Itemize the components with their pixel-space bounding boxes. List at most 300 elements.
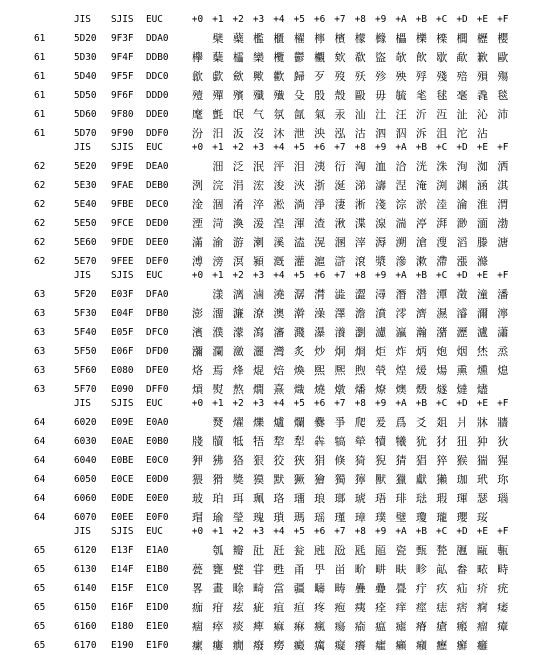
kanji-cell: 潦 [253, 307, 265, 320]
kanji-cell: 癬 [456, 639, 468, 652]
kanji-cell: 洸 [415, 160, 427, 173]
row-euc-code: DEC0 [146, 199, 169, 210]
kanji-cell: 滿 [192, 236, 203, 249]
row-jis-code: 5E70 [74, 256, 97, 267]
row-section: 61 [34, 52, 46, 63]
kanji-cell: 濤 [375, 179, 387, 192]
kanji-cell: 炙 [293, 345, 305, 358]
row-sjis-code: 9F90 [111, 128, 134, 139]
kanji-cell: 殼 [334, 89, 346, 102]
kanji-cell: 泛 [232, 160, 244, 173]
kanji-cell: 浣 [212, 179, 224, 192]
kanji-cell: 煌 [395, 364, 407, 377]
code-block [0, 394, 555, 527]
kanji-cell: 沺 [212, 160, 224, 173]
kanji-cell: 畊 [375, 563, 387, 576]
kanji-cell: 煖 [415, 364, 427, 377]
kanji-cell: 默 [273, 473, 285, 486]
kanji-cell: 欹 [395, 51, 407, 64]
kanji-cell: 瘡 [436, 620, 448, 633]
kanji-cell: 狆 [476, 435, 488, 448]
kanji-cell: 癡 [334, 639, 346, 652]
kanji-cell: 淌 [293, 198, 305, 211]
row-section: 63 [34, 365, 46, 376]
kanji-cell: 煥 [293, 364, 305, 377]
table-row [0, 157, 555, 176]
kanji-cell: 燉 [334, 383, 346, 396]
kanji-cell: 渺 [456, 217, 468, 230]
table-row [0, 214, 555, 233]
row-section: 63 [34, 289, 46, 300]
kanji-cell: 灣 [273, 345, 285, 358]
header-col-offset: +4 [273, 270, 285, 281]
header-col-offset: +B [415, 14, 427, 25]
row-sjis-code: E05F [111, 327, 134, 338]
kanji-cell: 甼 [314, 563, 326, 576]
row-jis-code: 5F20 [74, 289, 97, 300]
kanji-cell: 濂 [232, 307, 244, 320]
header-col-offset: +B [415, 398, 427, 409]
kanji-cell: 瓷 [395, 544, 407, 557]
kanji-cell: 猾 [212, 473, 224, 486]
row-section: 62 [34, 218, 46, 229]
header-col-offset: +E [476, 526, 489, 537]
row-euc-code: DDD0 [146, 90, 169, 101]
kanji-cell: 瀉 [253, 326, 265, 339]
kanji-cell: 猩 [497, 454, 509, 467]
kanji-cell: 殘 [436, 70, 448, 83]
kanji-cell: 歇 [436, 51, 448, 64]
kanji-cell: 洙 [436, 160, 448, 173]
kanji-cell: 浹 [293, 179, 305, 192]
kanji-cell: 殍 [415, 70, 427, 83]
kanji-cell: 氤 [293, 108, 305, 121]
kanji-cell: 泗 [375, 127, 387, 140]
table-row [0, 617, 555, 636]
table-row [0, 579, 555, 598]
kanji-cell: 浤 [253, 179, 265, 192]
row-jis-code: 5E50 [74, 218, 97, 229]
header-col-offset: +8 [354, 526, 366, 537]
header-col-offset: +B [415, 526, 427, 537]
row-euc-code: DEE0 [146, 237, 169, 248]
header-col-offset: +C [436, 14, 448, 25]
header-row [0, 522, 555, 541]
kanji-cell: 痼 [192, 620, 203, 633]
kanji-cell: 畸 [253, 582, 265, 595]
header-col-offset: +A [395, 398, 407, 409]
kanji-cell: 爿 [456, 416, 468, 429]
kanji-cell: 炸 [395, 345, 407, 358]
kanji-cell: 灌 [293, 255, 305, 268]
kanji-cell: 爼 [436, 416, 448, 429]
kanji-cell: 畍 [354, 563, 366, 576]
kanji-cell: 檗 [212, 32, 224, 45]
kanji-cell: 毬 [436, 89, 448, 102]
row-section: 64 [34, 417, 46, 428]
kanji-cell: 澎 [192, 307, 203, 320]
table-row [0, 67, 555, 86]
table-row [0, 451, 555, 470]
kanji-cell: 歹 [314, 70, 326, 83]
header-col-offset: +F [497, 270, 509, 281]
kanji-cell: 狒 [212, 454, 224, 467]
kanji-cell: 歉 [476, 51, 488, 64]
kanji-cell: 瀟 [497, 326, 509, 339]
row-sjis-code: 9F6F [111, 90, 134, 101]
row-sjis-code: E15F [111, 583, 134, 594]
table-row [0, 105, 555, 124]
header-col-offset: +1 [212, 398, 224, 409]
kanji-cell: 瓏 [436, 511, 448, 524]
kanji-cell: 漑 [273, 255, 285, 268]
row-euc-code: E0A0 [146, 417, 169, 428]
kanji-cell: 盜 [375, 51, 387, 64]
kanji-cell: 獪 [314, 473, 326, 486]
kanji-cell: 疼 [314, 601, 326, 614]
row-section: 64 [34, 493, 46, 504]
kanji-cell: 癜 [293, 639, 305, 652]
kanji-cell: 猊 [375, 454, 387, 467]
kanji-cell: 淨 [314, 198, 326, 211]
kanji-cell: 泄 [293, 127, 305, 140]
kanji-cell: 滓 [354, 236, 366, 249]
kanji-cell: 痰 [232, 620, 244, 633]
kanji-cell: 瓣 [232, 544, 244, 557]
row-euc-code: DEF0 [146, 256, 169, 267]
row-jis-code: 5D20 [74, 33, 97, 44]
kanji-cell: 牘 [212, 435, 224, 448]
header-col-offset: +E [476, 142, 489, 153]
kanji-cell: 瀛 [395, 326, 407, 339]
kanji-cell: 淇 [497, 179, 509, 192]
kanji-cell: 璋 [354, 511, 366, 524]
header-col-offset: +D [456, 14, 468, 25]
kanji-cell: 濔 [476, 307, 488, 320]
kanji-cell: 燧 [436, 383, 448, 396]
table-row [0, 342, 555, 361]
row-jis-code: 5E40 [74, 199, 97, 210]
kanji-cell: 燻 [476, 364, 488, 377]
header-col-offset: +C [436, 526, 448, 537]
kanji-cell: 澆 [273, 288, 285, 301]
header-col-offset: +0 [191, 398, 204, 409]
kanji-cell: 渫 [354, 217, 366, 230]
header-col-offset: +6 [313, 526, 326, 537]
kanji-cell: 潺 [293, 288, 305, 301]
kanji-cell: 瑙 [497, 492, 509, 505]
kanji-cell: 瑁 [192, 511, 203, 524]
row-jis-code: 6050 [74, 474, 97, 485]
kanji-cell: 牀 [476, 416, 488, 429]
kanji-cell: 瘻 [212, 639, 224, 652]
row-euc-code: DEA0 [146, 161, 169, 172]
kanji-cell: 溥 [192, 255, 203, 268]
kanji-cell: 犖 [354, 435, 366, 448]
kanji-cell: 渣 [314, 217, 326, 230]
kanji-cell: 猴 [456, 454, 468, 467]
row-jis-code: 5D70 [74, 128, 97, 139]
kanji-cell: 瘧 [395, 620, 407, 633]
kanji-cell: 泅 [395, 127, 407, 140]
kanji-cell: 畛 [415, 563, 427, 576]
kanji-cell: 狠 [253, 454, 265, 467]
kanji-cell: 疽 [273, 601, 285, 614]
kanji-cell: 麾 [192, 108, 203, 121]
kanji-cell: 痒 [395, 601, 407, 614]
header-col-offset: +3 [252, 398, 265, 409]
row-jis-code: 5E20 [74, 161, 97, 172]
row-section: 61 [34, 128, 46, 139]
row-euc-code: DED0 [146, 218, 169, 229]
row-section: 65 [34, 583, 46, 594]
header-col-offset: +4 [273, 14, 285, 25]
kanji-cell: 渙 [232, 217, 244, 230]
kanji-cell: 爨 [314, 416, 326, 429]
row-jis-code: 5D50 [74, 90, 97, 101]
row-euc-code: DFE0 [146, 365, 169, 376]
kanji-cell: 牾 [253, 435, 265, 448]
row-section: 63 [34, 346, 46, 357]
kanji-cell: 疆 [293, 582, 305, 595]
kanji-cell: 燗 [253, 383, 265, 396]
row-euc-code: E0D0 [146, 474, 169, 485]
kanji-cell: 甓 [232, 563, 244, 576]
kanji-cell: 瓰 [334, 544, 346, 557]
kanji-cell: 渭 [497, 198, 509, 211]
row-euc-code: E1C0 [146, 583, 169, 594]
header-col-offset: +E [476, 398, 489, 409]
kanji-cell: 痙 [415, 601, 427, 614]
kanji-cell: 獺 [436, 473, 448, 486]
kanji-cell: 潛 [395, 288, 407, 301]
kanji-cell: 洶 [354, 160, 366, 173]
kanji-cell: 犲 [436, 435, 448, 448]
kanji-cell: 檸 [314, 32, 326, 45]
row-section: 65 [34, 621, 46, 632]
kanji-cell: 狡 [273, 454, 285, 467]
kanji-cell: 潘 [497, 288, 509, 301]
kanji-cell: 痳 [293, 620, 305, 633]
row-section: 62 [34, 161, 46, 172]
header-col-offset: +D [456, 270, 468, 281]
kanji-cell: 犢 [375, 435, 387, 448]
row-section: 64 [34, 512, 46, 523]
kanji-cell: 泙 [273, 160, 285, 173]
kanji-cell: 畩 [476, 563, 488, 576]
kanji-cell: 歙 [192, 70, 203, 83]
kanji-cell: 涸 [212, 198, 224, 211]
kanji-cell: 癇 [232, 639, 244, 652]
kanji-cell: 湍 [395, 217, 407, 230]
table-row [0, 48, 555, 67]
kanji-cell: 畄 [334, 563, 346, 576]
kanji-cell: 疇 [314, 582, 326, 595]
kanji-cell: 燠 [395, 383, 407, 396]
kanji-cell: 甬 [293, 563, 305, 576]
kanji-cell: 潸 [314, 288, 326, 301]
kanji-cell: 渮 [212, 217, 224, 230]
kanji-cell: 爐 [273, 416, 285, 429]
header-col-offset: +5 [293, 398, 305, 409]
kanji-cell: 浚 [273, 179, 285, 192]
kanji-cell: 泯 [253, 160, 265, 173]
kanji-cell: 痿 [497, 601, 509, 614]
kanji-cell: 淕 [436, 198, 448, 211]
kanji-cell: 滔 [456, 236, 468, 249]
kanji-cell: 畭 [232, 582, 244, 595]
kanji-cell: 漱 [415, 255, 427, 268]
kanji-cell: 潭 [436, 288, 448, 301]
header-col-offset: +9 [374, 142, 387, 153]
kanji-cell: 璧 [395, 511, 407, 524]
kanji-cell: 畉 [395, 563, 407, 576]
code-block [0, 10, 555, 143]
kanji-cell: 獗 [293, 473, 305, 486]
kanji-cell: 潁 [253, 255, 265, 268]
kanji-cell: 湎 [476, 217, 488, 230]
kanji-cell: 殱 [273, 89, 285, 102]
kanji-cell: 瑣 [273, 511, 285, 524]
kanji-cell: 歸 [293, 70, 305, 83]
kanji-cell: 烟 [456, 345, 468, 358]
kanji-cell: 爭 [334, 416, 346, 429]
kanji-cell: 濱 [192, 326, 203, 339]
kanji-cell: 珀 [212, 492, 224, 505]
row-euc-code: E0C0 [146, 455, 169, 466]
kanji-cell: 涓 [232, 179, 244, 192]
kanji-cell: 漿 [375, 255, 387, 268]
kanji-cell: 瀝 [456, 326, 468, 339]
table-row [0, 560, 555, 579]
row-section: 64 [34, 436, 46, 447]
kanji-cell: 歛 [232, 70, 244, 83]
kanji-cell: 爻 [415, 416, 427, 429]
kanji-cell: 欖 [273, 51, 285, 64]
kanji-cell: 毯 [497, 89, 509, 102]
kanji-cell: 猝 [436, 454, 448, 467]
kanji-cell: 燹 [212, 416, 224, 429]
kanji-cell: 淅 [354, 198, 366, 211]
kanji-cell: 淆 [232, 198, 244, 211]
kanji-cell: 澂 [456, 288, 468, 301]
kanji-cell: 汢 [375, 108, 387, 121]
kanji-cell: 獨 [334, 473, 346, 486]
kanji-cell: 瑶 [314, 511, 326, 524]
row-sjis-code: 9FAE [111, 180, 134, 191]
header-col-offset: +8 [354, 270, 366, 281]
kanji-cell: 濳 [415, 288, 427, 301]
kanji-cell: 湲 [253, 217, 265, 230]
header-col-offset: +7 [334, 142, 346, 153]
kanji-cell: 汨 [212, 127, 224, 140]
kanji-cell: 熕 [192, 383, 203, 396]
row-sjis-code: 9F5F [111, 71, 134, 82]
kanji-cell: 浙 [314, 179, 326, 192]
kanji-cell: 毟 [415, 89, 427, 102]
row-jis-code: 5F40 [74, 327, 97, 338]
kanji-cell: 沮 [436, 127, 448, 140]
kanji-cell: 濮 [212, 326, 224, 339]
kanji-cell: 溽 [375, 236, 387, 249]
header-col-offset: +F [497, 14, 509, 25]
kanji-cell: 欒 [253, 51, 265, 64]
kanji-cell: 瑯 [334, 492, 346, 505]
kanji-cell: 洽 [395, 160, 407, 173]
kanji-cell: 淦 [192, 198, 203, 211]
row-sjis-code: E0DE [111, 493, 134, 504]
kanji-cell: 澤 [334, 307, 346, 320]
header-col-offset: +0 [191, 142, 204, 153]
kanji-cell: 甍 [192, 563, 203, 576]
kanji-cell: 淒 [334, 198, 346, 211]
kanji-cell: 沽 [354, 127, 366, 140]
kanji-cell: 渾 [293, 217, 305, 230]
kanji-cell: 毫 [456, 89, 468, 102]
kanji-cell: 犧 [395, 435, 407, 448]
kanji-cell: 爲 [395, 416, 407, 429]
row-jis-code: 6160 [74, 621, 97, 632]
kanji-cell: 檻 [253, 32, 265, 45]
kanji-cell: 滾 [354, 255, 366, 268]
kanji-cell: 狎 [192, 454, 203, 467]
table-row [0, 233, 555, 252]
row-euc-code: E0E0 [146, 493, 169, 504]
row-sjis-code: 9FCE [111, 218, 134, 229]
kanji-cell: 涅 [395, 179, 407, 192]
kanji-cell: 毋 [375, 89, 387, 102]
kanji-cell: 疝 [456, 582, 468, 595]
kanji-cell: 爍 [253, 416, 265, 429]
kanji-cell: 珱 [476, 511, 488, 524]
table-row [0, 470, 555, 489]
header-col-offset: +0 [191, 526, 204, 537]
kanji-cell: 甃 [436, 544, 448, 557]
kanji-cell: 甅 [456, 544, 468, 557]
kanji-cell: 燼 [476, 383, 488, 396]
kanji-cell: 畚 [456, 563, 468, 576]
kanji-cell: 瘢 [456, 620, 468, 633]
kanji-cell: 痊 [375, 601, 387, 614]
kanji-cell: 溷 [334, 236, 346, 249]
row-jis-code: 6120 [74, 545, 97, 556]
kanji-cell: 潴 [436, 326, 448, 339]
kanji-cell: 濛 [232, 326, 244, 339]
kanji-cell: 渝 [212, 236, 224, 249]
kanji-cell: 珮 [253, 492, 265, 505]
row-euc-code: DFF0 [146, 384, 169, 395]
kanji-cell: 瑩 [232, 511, 244, 524]
table-row [0, 195, 555, 214]
header-sjis: SJIS [111, 526, 134, 537]
table-row [0, 304, 555, 323]
header-sjis: SJIS [111, 270, 134, 281]
kanji-cell: 瀲 [232, 345, 244, 358]
row-sjis-code: 9F3F [111, 33, 134, 44]
kanji-cell: 疸 [293, 601, 305, 614]
row-sjis-code: 9FBE [111, 199, 134, 210]
kanji-cell: 溂 [253, 236, 265, 249]
kanji-cell: 珎 [497, 473, 509, 486]
kanji-cell: 癘 [314, 639, 326, 652]
row-euc-code: DDA0 [146, 33, 169, 44]
code-block [0, 266, 555, 399]
kanji-cell: 滸 [334, 255, 346, 268]
row-jis-code: 6040 [74, 455, 97, 466]
row-jis-code: 5D60 [74, 109, 97, 120]
kanji-cell: 淮 [476, 198, 488, 211]
kanji-cell: 涎 [334, 179, 346, 192]
